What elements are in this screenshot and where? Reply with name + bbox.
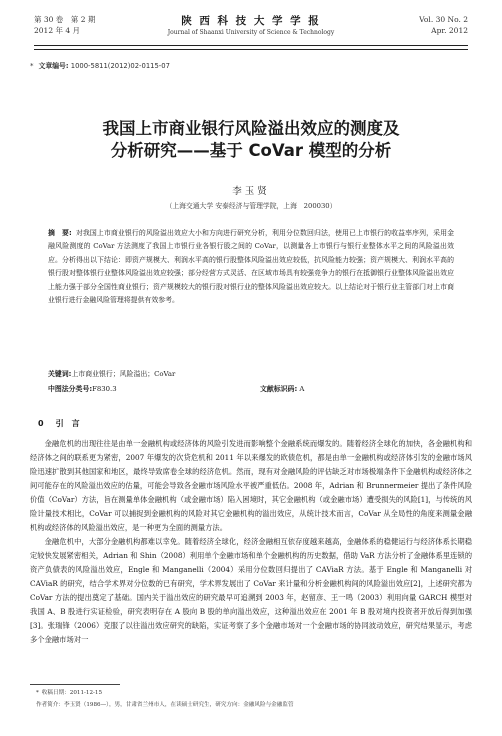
classification-value: F830.3 (92, 385, 117, 393)
classification-label: 中图法分类号: (48, 385, 93, 393)
document-code (260, 383, 304, 395)
header-date-en: Apr. 2012 (431, 26, 468, 35)
paper-title (40, 118, 462, 162)
footnote-author-bio: 作者简介：李玉贤（1986—），男，甘肃省兰州市人，在读硕士研究生，研究方向：金融风险与金融监管 (36, 702, 294, 708)
author-name: 李玉贤 (232, 186, 270, 197)
section-number: 0 (38, 419, 44, 428)
keywords-label: 关键词: (48, 370, 72, 378)
article-number-value: 1000-5811(2012)02-0115-07 (70, 62, 170, 70)
footnote-rule (30, 684, 120, 685)
body-paragraph-2: 金融危机中，大部分金融机构都难以幸免。随着经济全球化，经济金融相互依存度越来越高，金融体系的稳健运行与经济体系长期稳定较快发展紧密相关，Adrian 和 Shin（2008）利用单个金融市场和单个金融机构的历史数据，借助 VaR 方法分析了金融体系里连锁的资产负债表的风险溢出效应，Engle 和 Manganelli（2004）采用分位数回归提出了 CAViaR 方法。基于 Engle 和 Manganelli 对 CAViaR 的研究，结合学术界对分位数的已有研究，学术界发展出了 CoVar 来计量和分析金融机构间的风险溢出效应[2]，上述研究都为 CoVar 方法的提出奠定了基础。国内关于溢出效应的研究最早可追溯到 2003 年，赵留彦、王一鸣（2003）利用向量 GARCH 模型对我国 A、B 股进行实证检验，研究表明存在 A 股向 B 股的单向溢出效应，这种溢出效应在 2001 年 B 股对境内投资者开放后得到加强[3]。张瑞锋（2006）克服了以往溢出效应研究的缺陷，实证考察了多个金融市场对一个金融市场的协同波动效应，研究结果显示，考虑多个金融市场对一 (30, 537, 472, 644)
header-rule-thick (34, 45, 468, 46)
abstract-label: 摘 要: (48, 229, 72, 237)
header-volume-block (419, 14, 468, 36)
footnote-marker: * (36, 690, 39, 696)
section-heading (38, 418, 80, 429)
footnote-received-text: 收稿日期：2011-12-15 (41, 690, 103, 696)
footnote-received (36, 689, 472, 698)
header-journal-block (34, 14, 468, 38)
title-line-1: 我国上市商业银行风险溢出效应的测度及 (102, 119, 400, 138)
journal-name-en: Journal of Shaanxi University of Science & Technology (167, 29, 335, 36)
document-code-value: A (299, 385, 305, 393)
footnote-marker: * (30, 62, 34, 70)
keywords (48, 368, 454, 380)
abstract (48, 227, 454, 307)
keywords-text: 上市商业银行；风险溢出；CoVar (71, 370, 176, 378)
header-volume-en: Vol. 30 No. 2 (419, 15, 468, 24)
article-number-label: 文章编号: (38, 62, 69, 70)
journal-name-cn: 陕 西 科 技 大 学 学 报 (181, 15, 321, 27)
header-rule-thin (34, 49, 468, 50)
article-number (30, 60, 170, 70)
author-affiliation: （上海交通大学 安泰经济与管理学院，上海 200030） (165, 202, 337, 210)
section-title: 引 言 (55, 419, 80, 428)
body-text (30, 437, 472, 647)
abstract-text: 对我国上市商业银行的风险溢出效应大小和方向进行研究分析，利用分位数回归法，使用已上市银行的收益率序列，采用金融风险测度的 CoVar 方法测度了我国上市银行业各银行股之间的 CoVar，以测量各上市银行与银行业整体水平之间的风险溢出效应。分析得出以下结论：即资产规模大、利润水平高的银行股整体风险溢出效应较低，抗风险能力较强；资产规模大、利润水平高的银行股对整体银行业整体风险溢出效应较强；部分经营方式灵活、在区域市场具有较强竞争力的银行在抵御银行业整体风险溢出效应上能力强于部分全国性商业银行；资产规模较大的银行股对银行业的整体风险溢出效应较大。以上结论对于银行业主管部门对上市商业银行进行金融风险管理将提供有效参考。 (48, 229, 454, 305)
header-issue: 第 30 卷 第 2 期 (34, 15, 96, 24)
classification-number (48, 383, 117, 395)
title-line-2: 分析研究——基于 CoVar 模型的分析 (110, 141, 392, 160)
document-code-label: 文献标识码: (260, 385, 298, 393)
header-date: 2012 年 4 月 (34, 26, 81, 35)
body-paragraph-1: 金融危机的出现往往是由单一金融机构或经济体的风险引发进而影响整个金融系统而爆发的。随着经济全球化的加快，各金融机构和经济体之间的联系更为紧密，2007 年爆发的次贷危机和 2011 年以来爆发的欧债危机，都是由单一金融机构或经济体引发的金融市场风险迅速扩散到其他国家和地区，最终导致席卷全球的经济危机。然而，现有对金融风险的评估缺乏对市场极端条件下金融机构或经济体之间可能存在的风险溢出效应的估量，可能会导致各金融市场风险水平被严重低估。2008 年，Adrian 和 Brunnermeier 提出了条件风险价值（CoVar）方法，旨在测量单体金融机构（或金融市场）陷入困境时，其它金融机构（或金融市场）遭受损失的风险[1]，与传统的风险计量技术相比，CoVar 可以捕捉到金融机构的风险对其它金融机构的溢出效应，从统计技术而言，CoVar 从全局性的角度来测量金融机构或经济体的风险溢出效应，是一种更为全面的测量方法。 (30, 439, 472, 532)
